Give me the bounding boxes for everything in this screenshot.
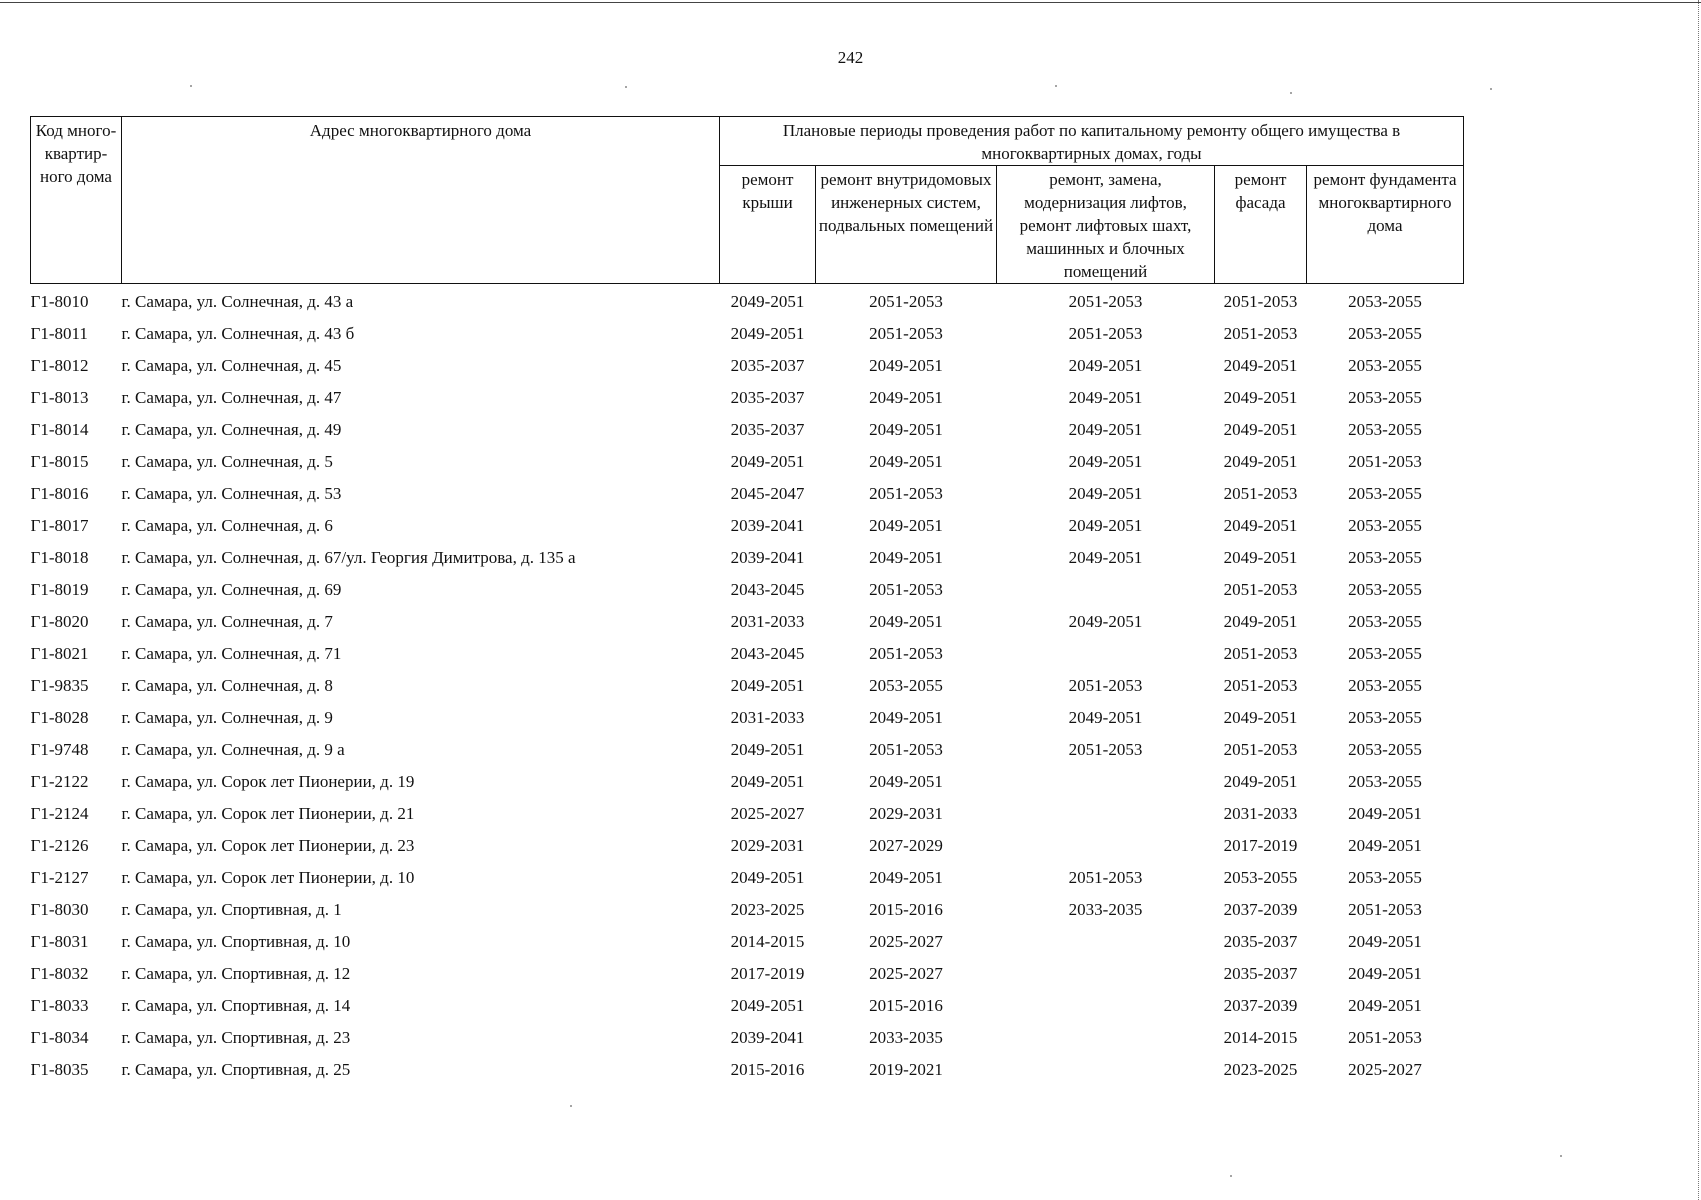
cell-elevators: 2049-2051 bbox=[1068, 388, 1143, 407]
table-row bbox=[31, 542, 1464, 574]
cell-code: Г1-2122 bbox=[30, 772, 89, 791]
scan-speck bbox=[1230, 1175, 1232, 1177]
table-row bbox=[31, 862, 1464, 894]
cell-roof: 2039-2041 bbox=[730, 516, 805, 535]
cell-roof: 2017-2019 bbox=[730, 964, 805, 983]
table-row bbox=[31, 318, 1464, 350]
cell-elevators: 2051-2053 bbox=[1068, 868, 1143, 887]
table-row bbox=[31, 670, 1464, 702]
cell-roof: 2025-2027 bbox=[730, 804, 805, 823]
cell-address: г. Самара, ул. Сорок лет Пионерии, д. 21 bbox=[121, 804, 415, 823]
cell-elevators: 2033-2035 bbox=[1068, 900, 1143, 919]
table-row bbox=[31, 734, 1464, 766]
cell-engineering: 2049-2051 bbox=[869, 772, 943, 791]
cell-address: г. Самара, ул. Солнечная, д. 53 bbox=[121, 484, 342, 503]
cell-address: г. Самара, ул. Солнечная, д. 8 bbox=[121, 676, 333, 695]
table-row bbox=[31, 1054, 1464, 1086]
cell-foundation: 2053-2055 bbox=[1348, 420, 1422, 439]
cell-facade: 2049-2051 bbox=[1223, 452, 1298, 471]
cell-foundation: 2053-2055 bbox=[1348, 292, 1422, 311]
header-address: Адрес многоквартирного дома bbox=[122, 117, 720, 284]
cell-facade: 2051-2053 bbox=[1223, 644, 1298, 663]
cell-address: г. Самара, ул. Спортивная, д. 1 bbox=[121, 900, 342, 919]
cell-code: Г1-8016 bbox=[30, 484, 89, 503]
cell-facade: 2037-2039 bbox=[1223, 996, 1298, 1015]
cell-address: г. Самара, ул. Солнечная, д. 49 bbox=[121, 420, 342, 439]
cell-elevators bbox=[997, 990, 1215, 1022]
cell-elevators bbox=[997, 958, 1215, 990]
table-row bbox=[31, 382, 1464, 414]
table-row bbox=[31, 958, 1464, 990]
cell-foundation: 2051-2053 bbox=[1348, 900, 1422, 919]
cell-address: г. Самара, ул. Солнечная, д. 9 bbox=[121, 708, 333, 727]
cell-facade: 2051-2053 bbox=[1223, 292, 1298, 311]
cell-facade: 2051-2053 bbox=[1223, 740, 1298, 759]
cell-facade: 2037-2039 bbox=[1223, 900, 1298, 919]
cell-code: Г1-8035 bbox=[30, 1060, 89, 1079]
header-code: Код много-квартир-ного дома bbox=[31, 117, 122, 284]
cell-elevators: 2051-2053 bbox=[1068, 324, 1143, 343]
right-edge-line bbox=[1698, 0, 1699, 1200]
cell-address: г. Самара, ул. Солнечная, д. 6 bbox=[121, 516, 333, 535]
cell-address: г. Самара, ул. Солнечная, д. 71 bbox=[121, 644, 342, 663]
cell-foundation: 2053-2055 bbox=[1348, 612, 1422, 631]
header-roof: ремонт крыши bbox=[720, 166, 816, 284]
scan-speck bbox=[570, 1105, 572, 1107]
cell-code: Г1-8015 bbox=[30, 452, 89, 471]
scan-speck bbox=[1055, 85, 1057, 87]
cell-address: г. Самара, ул. Солнечная, д. 67/ул. Георгия Димитрова, д. 135 а bbox=[121, 548, 576, 567]
cell-elevators: 2051-2053 bbox=[1068, 676, 1143, 695]
cell-address: г. Самара, ул. Солнечная, д. 43 б bbox=[121, 324, 355, 343]
cell-roof: 2043-2045 bbox=[730, 644, 805, 663]
cell-address: г. Самара, ул. Сорок лет Пионерии, д. 19 bbox=[121, 772, 415, 791]
cell-code: Г1-8017 bbox=[30, 516, 89, 535]
cell-roof: 2014-2015 bbox=[730, 932, 805, 951]
table-body bbox=[31, 284, 1464, 1087]
scan-speck bbox=[625, 86, 627, 88]
table-row bbox=[31, 606, 1464, 638]
cell-elevators: 2049-2051 bbox=[1068, 356, 1143, 375]
cell-code: Г1-8012 bbox=[30, 356, 89, 375]
cell-foundation: 2053-2055 bbox=[1348, 580, 1422, 599]
cell-facade: 2017-2019 bbox=[1223, 836, 1298, 855]
cell-foundation: 2049-2051 bbox=[1348, 996, 1422, 1015]
cell-address: г. Самара, ул. Сорок лет Пионерии, д. 23 bbox=[121, 836, 415, 855]
cell-code: Г1-9748 bbox=[30, 740, 89, 759]
cell-code: Г1-2127 bbox=[30, 868, 89, 887]
cell-code: Г1-8010 bbox=[30, 292, 89, 311]
table-row bbox=[31, 574, 1464, 606]
table-row bbox=[31, 990, 1464, 1022]
cell-roof: 2049-2051 bbox=[730, 452, 805, 471]
scan-speck bbox=[1490, 88, 1492, 90]
table-row bbox=[31, 766, 1464, 798]
cell-facade: 2049-2051 bbox=[1223, 420, 1298, 439]
cell-facade: 2049-2051 bbox=[1223, 356, 1298, 375]
cell-elevators bbox=[997, 1054, 1215, 1086]
cell-code: Г1-8021 bbox=[30, 644, 89, 663]
table-row bbox=[31, 798, 1464, 830]
header-periods-group: Плановые периоды проведения работ по капитальному ремонту общего имущества в многоквартирных домах, годы bbox=[720, 117, 1464, 166]
cell-roof: 2039-2041 bbox=[730, 548, 805, 567]
cell-facade: 2051-2053 bbox=[1223, 484, 1298, 503]
cell-code: Г1-8011 bbox=[30, 324, 88, 343]
cell-roof: 2023-2025 bbox=[730, 900, 805, 919]
cell-address: г. Самара, ул. Спортивная, д. 12 bbox=[121, 964, 351, 983]
cell-elevators: 2051-2053 bbox=[1068, 292, 1143, 311]
cell-engineering: 2049-2051 bbox=[869, 548, 943, 567]
cell-foundation: 2053-2055 bbox=[1348, 868, 1422, 887]
cell-foundation: 2051-2053 bbox=[1348, 452, 1422, 471]
page-number: 242 bbox=[837, 48, 864, 67]
cell-engineering: 2051-2053 bbox=[869, 484, 943, 503]
cell-elevators bbox=[997, 574, 1215, 606]
cell-elevators bbox=[997, 1022, 1215, 1054]
cell-foundation: 2053-2055 bbox=[1348, 644, 1422, 663]
cell-foundation: 2051-2053 bbox=[1348, 1028, 1422, 1047]
table-row bbox=[31, 478, 1464, 510]
cell-elevators: 2049-2051 bbox=[1068, 452, 1143, 471]
cell-roof: 2035-2037 bbox=[730, 420, 805, 439]
header-elevators: ремонт, замена, модернизация лифтов, ремонт лифтовых шахт, машинных и блочных помещений bbox=[997, 166, 1215, 284]
cell-engineering: 2051-2053 bbox=[869, 740, 943, 759]
cell-engineering: 2049-2051 bbox=[869, 516, 943, 535]
cell-facade: 2014-2015 bbox=[1223, 1028, 1298, 1047]
cell-engineering: 2015-2016 bbox=[869, 996, 943, 1015]
cell-foundation: 2053-2055 bbox=[1348, 676, 1422, 695]
cell-foundation: 2053-2055 bbox=[1348, 740, 1422, 759]
cell-foundation: 2053-2055 bbox=[1348, 324, 1422, 343]
cell-roof: 2049-2051 bbox=[730, 772, 805, 791]
cell-code: Г1-8034 bbox=[30, 1028, 89, 1047]
cell-roof: 2043-2045 bbox=[730, 580, 805, 599]
cell-facade: 2049-2051 bbox=[1223, 612, 1298, 631]
cell-roof: 2049-2051 bbox=[730, 996, 805, 1015]
capital-repair-table bbox=[30, 116, 1464, 1086]
header-facade: ремонт фасада bbox=[1215, 166, 1307, 284]
cell-elevators: 2049-2051 bbox=[1068, 484, 1143, 503]
cell-elevators: 2051-2053 bbox=[1068, 740, 1143, 759]
cell-code: Г1-8031 bbox=[30, 932, 89, 951]
cell-engineering: 2049-2051 bbox=[869, 868, 943, 887]
table-header bbox=[31, 117, 1464, 284]
table-row bbox=[31, 1022, 1464, 1054]
cell-address: г. Самара, ул. Солнечная, д. 47 bbox=[121, 388, 342, 407]
cell-elevators bbox=[997, 638, 1215, 670]
cell-foundation: 2049-2051 bbox=[1348, 932, 1422, 951]
cell-engineering: 2027-2029 bbox=[869, 836, 943, 855]
cell-foundation: 2049-2051 bbox=[1348, 964, 1422, 983]
cell-engineering: 2051-2053 bbox=[869, 580, 943, 599]
cell-address: г. Самара, ул. Спортивная, д. 10 bbox=[121, 932, 351, 951]
cell-elevators bbox=[997, 798, 1215, 830]
cell-code: Г1-8030 bbox=[30, 900, 89, 919]
scan-speck bbox=[1290, 92, 1292, 94]
cell-address: г. Самара, ул. Сорок лет Пионерии, д. 10 bbox=[121, 868, 415, 887]
cell-foundation: 2049-2051 bbox=[1348, 836, 1422, 855]
cell-foundation: 2053-2055 bbox=[1348, 772, 1422, 791]
cell-foundation: 2049-2051 bbox=[1348, 804, 1422, 823]
cell-roof: 2015-2016 bbox=[730, 1060, 805, 1079]
cell-roof: 2049-2051 bbox=[730, 292, 805, 311]
cell-facade: 2035-2037 bbox=[1223, 932, 1298, 951]
table-row bbox=[31, 894, 1464, 926]
cell-engineering: 2049-2051 bbox=[869, 388, 943, 407]
cell-code: Г1-8032 bbox=[30, 964, 89, 983]
cell-engineering: 2049-2051 bbox=[869, 452, 943, 471]
cell-elevators: 2049-2051 bbox=[1068, 516, 1143, 535]
cell-roof: 2049-2051 bbox=[730, 676, 805, 695]
cell-code: Г1-9835 bbox=[30, 676, 89, 695]
cell-foundation: 2053-2055 bbox=[1348, 484, 1422, 503]
cell-engineering: 2049-2051 bbox=[869, 708, 943, 727]
cell-roof: 2029-2031 bbox=[730, 836, 805, 855]
cell-roof: 2045-2047 bbox=[730, 484, 805, 503]
cell-engineering: 2019-2021 bbox=[869, 1060, 943, 1079]
cell-roof: 2031-2033 bbox=[730, 612, 805, 631]
cell-facade: 2049-2051 bbox=[1223, 772, 1298, 791]
cell-elevators: 2049-2051 bbox=[1068, 548, 1143, 567]
cell-address: г. Самара, ул. Солнечная, д. 69 bbox=[121, 580, 342, 599]
header-foundation: ремонт фундамента многоквартирного дома bbox=[1307, 166, 1464, 284]
cell-address: г. Самара, ул. Солнечная, д. 7 bbox=[121, 612, 333, 631]
cell-foundation: 2053-2055 bbox=[1348, 516, 1422, 535]
table-row bbox=[31, 284, 1464, 319]
cell-elevators bbox=[997, 830, 1215, 862]
cell-code: Г1-8014 bbox=[30, 420, 89, 439]
cell-elevators: 2049-2051 bbox=[1068, 420, 1143, 439]
cell-roof: 2039-2041 bbox=[730, 1028, 805, 1047]
cell-elevators bbox=[997, 926, 1215, 958]
cell-facade: 2051-2053 bbox=[1223, 580, 1298, 599]
table-row bbox=[31, 510, 1464, 542]
cell-address: г. Самара, ул. Спортивная, д. 14 bbox=[121, 996, 351, 1015]
cell-code: Г1-8019 bbox=[30, 580, 89, 599]
cell-elevators: 2049-2051 bbox=[1068, 708, 1143, 727]
cell-code: Г1-2126 bbox=[30, 836, 89, 855]
cell-address: г. Самара, ул. Солнечная, д. 9 а bbox=[121, 740, 345, 759]
cell-facade: 2049-2051 bbox=[1223, 388, 1298, 407]
cell-facade: 2049-2051 bbox=[1223, 708, 1298, 727]
cell-foundation: 2053-2055 bbox=[1348, 548, 1422, 567]
cell-code: Г1-8020 bbox=[30, 612, 89, 631]
cell-engineering: 2015-2016 bbox=[869, 900, 943, 919]
cell-engineering: 2029-2031 bbox=[869, 804, 943, 823]
cell-engineering: 2051-2053 bbox=[869, 292, 943, 311]
cell-engineering: 2025-2027 bbox=[869, 932, 943, 951]
cell-elevators: 2049-2051 bbox=[1068, 612, 1143, 631]
cell-engineering: 2051-2053 bbox=[869, 644, 943, 663]
cell-foundation: 2025-2027 bbox=[1348, 1060, 1422, 1079]
cell-engineering: 2049-2051 bbox=[869, 356, 943, 375]
table-row bbox=[31, 638, 1464, 670]
cell-facade: 2051-2053 bbox=[1223, 324, 1298, 343]
cell-engineering: 2033-2035 bbox=[869, 1028, 943, 1047]
cell-foundation: 2053-2055 bbox=[1348, 708, 1422, 727]
top-border-line bbox=[0, 2, 1701, 3]
table-row bbox=[31, 414, 1464, 446]
table-row bbox=[31, 926, 1464, 958]
cell-foundation: 2053-2055 bbox=[1348, 356, 1422, 375]
cell-foundation: 2053-2055 bbox=[1348, 388, 1422, 407]
cell-roof: 2049-2051 bbox=[730, 324, 805, 343]
scan-speck bbox=[1560, 1155, 1562, 1157]
cell-engineering: 2049-2051 bbox=[869, 612, 943, 631]
cell-facade: 2023-2025 bbox=[1223, 1060, 1298, 1079]
cell-address: г. Самара, ул. Солнечная, д. 5 bbox=[121, 452, 333, 471]
table-row bbox=[31, 446, 1464, 478]
scan-speck bbox=[190, 85, 192, 87]
cell-facade: 2049-2051 bbox=[1223, 516, 1298, 535]
cell-engineering: 2053-2055 bbox=[869, 676, 943, 695]
cell-elevators bbox=[997, 766, 1215, 798]
cell-roof: 2049-2051 bbox=[730, 868, 805, 887]
cell-address: г. Самара, ул. Солнечная, д. 43 а bbox=[121, 292, 354, 311]
table-row bbox=[31, 830, 1464, 862]
cell-engineering: 2051-2053 bbox=[869, 324, 943, 343]
cell-facade: 2051-2053 bbox=[1223, 676, 1298, 695]
cell-code: Г1-8028 bbox=[30, 708, 89, 727]
header-engineering: ремонт внутридомовых инженерных систем, подвальных помещений bbox=[816, 166, 997, 284]
cell-code: Г1-8018 bbox=[30, 548, 89, 567]
cell-facade: 2031-2033 bbox=[1223, 804, 1298, 823]
cell-address: г. Самара, ул. Солнечная, д. 45 bbox=[121, 356, 342, 375]
cell-facade: 2049-2051 bbox=[1223, 548, 1298, 567]
cell-engineering: 2025-2027 bbox=[869, 964, 943, 983]
cell-code: Г1-2124 bbox=[30, 804, 89, 823]
cell-facade: 2035-2037 bbox=[1223, 964, 1298, 983]
cell-address: г. Самара, ул. Спортивная, д. 25 bbox=[121, 1060, 351, 1079]
table-row bbox=[31, 350, 1464, 382]
cell-roof: 2035-2037 bbox=[730, 388, 805, 407]
cell-roof: 2049-2051 bbox=[730, 740, 805, 759]
table-row bbox=[31, 702, 1464, 734]
cell-code: Г1-8033 bbox=[30, 996, 89, 1015]
cell-address: г. Самара, ул. Спортивная, д. 23 bbox=[121, 1028, 351, 1047]
cell-roof: 2031-2033 bbox=[730, 708, 805, 727]
cell-facade: 2053-2055 bbox=[1223, 868, 1298, 887]
cell-engineering: 2049-2051 bbox=[869, 420, 943, 439]
cell-code: Г1-8013 bbox=[30, 388, 89, 407]
cell-roof: 2035-2037 bbox=[730, 356, 805, 375]
